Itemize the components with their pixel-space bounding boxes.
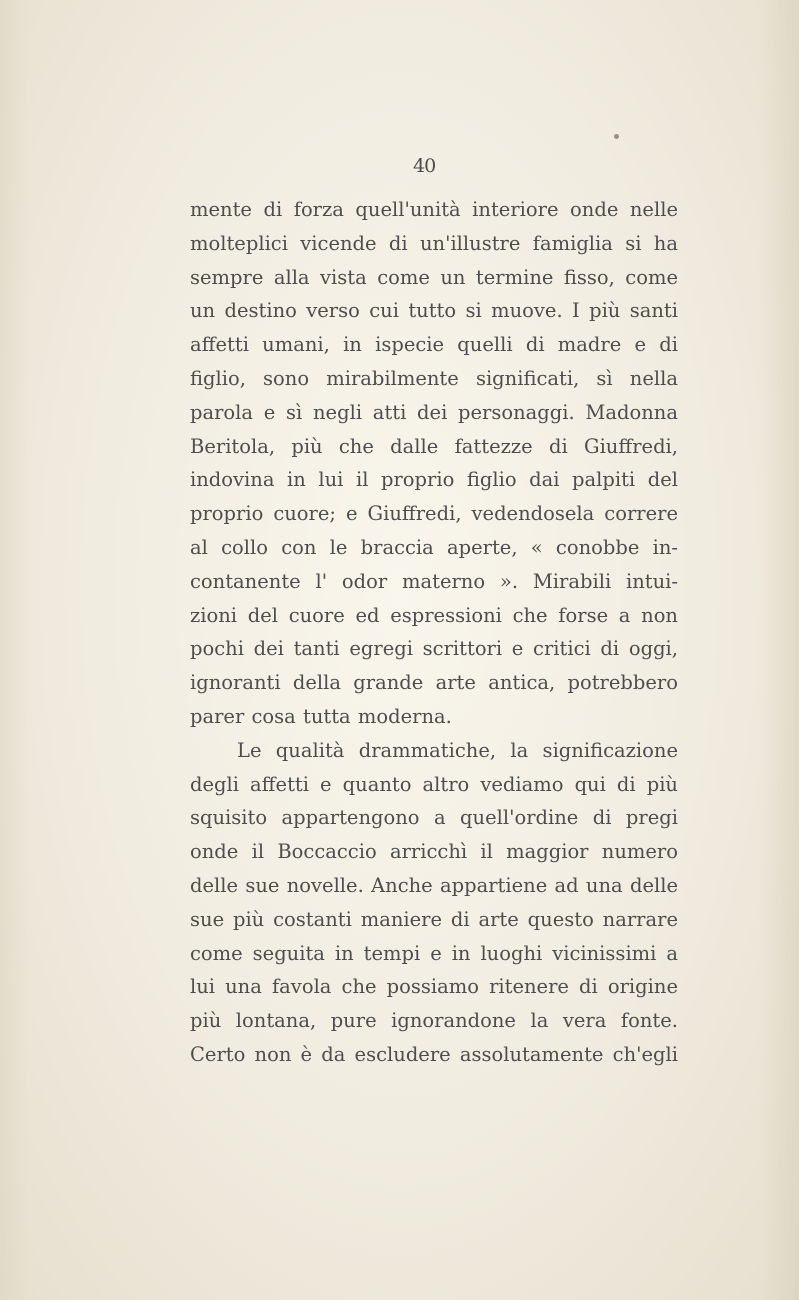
text-line: Le qualità drammatiche, la significazione	[237, 738, 678, 762]
text-line: Certo non è da escludere assolutamente ch'egli	[190, 1042, 678, 1066]
text-line: lui una favola che possiamo ritenere di origine	[190, 975, 678, 999]
text-line: figlio, sono mirabilmente significati, sì nella	[190, 366, 678, 390]
text-line: parer cosa tutta moderna.	[190, 704, 452, 728]
text-line: onde il Boccaccio arricchì il maggior numero	[190, 840, 678, 864]
text-line: squisito appartengono a quell'ordine di pregi	[190, 806, 678, 830]
text-line: più lontana, pure ignorandone la vera fonte.	[190, 1009, 678, 1033]
text-line: un destino verso cui tutto si muove. I più santi	[190, 299, 678, 323]
text-line: parola e sì negli atti dei personaggi. Madonna	[190, 400, 678, 424]
body-text	[190, 193, 678, 1072]
text-line: sue più costanti maniere di arte questo narrare	[190, 907, 678, 931]
text-line: al collo con le braccia aperte, « conobbe in-	[190, 535, 678, 559]
text-line: contanente l' odor materno ». Mirabili intui-	[190, 569, 678, 593]
text-line: zioni del cuore ed espressioni che forse a non	[190, 603, 678, 627]
page-number: 40	[413, 155, 436, 177]
text-line: mente di forza quell'unità interiore onde nelle	[190, 198, 678, 221]
text-line: ignoranti della grande arte antica, potrebbero	[190, 671, 678, 695]
text-line: Beritola, più che dalle fattezze di Giuffredi,	[190, 434, 678, 458]
text-line: proprio cuore; e Giuffredi, vedendosela correre	[190, 502, 678, 526]
paragraph-2	[190, 734, 678, 1072]
text-line: come seguita in tempi e in luoghi vicinissimi a	[190, 941, 678, 965]
text-line: delle sue novelle. Anche appartiene ad una delle	[190, 873, 678, 897]
text-line: pochi dei tanti egregi scrittori e critici di oggi,	[190, 637, 678, 661]
ink-speck	[614, 134, 619, 139]
text-line: degli affetti e quanto altro vediamo qui di più	[190, 772, 678, 796]
paragraph-1	[190, 193, 678, 734]
text-line: affetti umani, in ispecie quelli di madre e di	[190, 333, 678, 357]
text-line: sempre alla vista come un termine fisso, come	[190, 265, 678, 289]
text-line: molteplici vicende di un'illustre famiglia si ha	[190, 231, 678, 255]
text-line: indovina in lui il proprio figlio dai palpiti del	[190, 468, 678, 492]
